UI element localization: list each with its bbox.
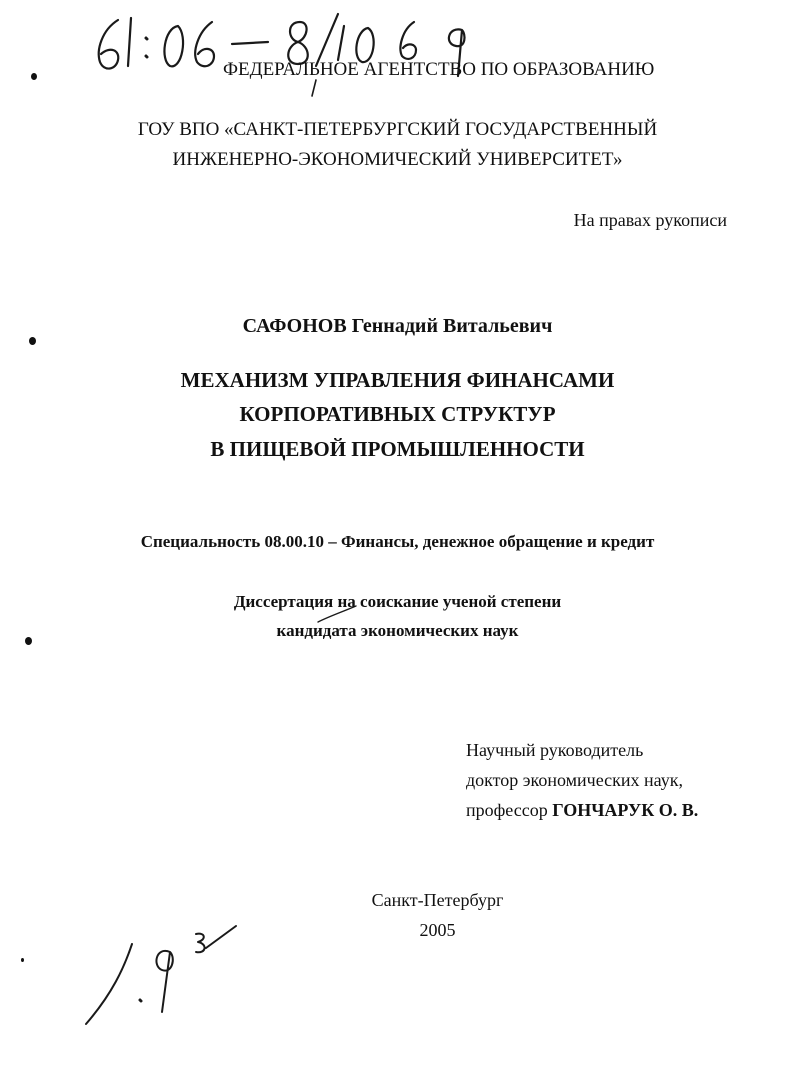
degree-line2: кандидата экономических наук [276, 621, 519, 640]
agency-name: ФЕДЕРАЛЬНОЕ АГЕНТСТВО ПО ОБРАЗОВАНИЮ [223, 59, 655, 80]
rights-note: На правах рукописи [573, 210, 727, 230]
supervisor-position: профессор [466, 800, 553, 820]
university-name-line2: ИНЖЕНЕРНО-ЭКОНОМИЧЕСКИЙ УНИВЕРСИТЕТ» [172, 149, 623, 170]
city: Санкт-Петербург [371, 890, 504, 910]
dissertation-title-line1: МЕХАНИЗМ УПРАВЛЕНИЯ ФИНАНСАМИ [180, 368, 615, 392]
specialty: Специальность 08.00.10 – Финансы, денежное обращение и кредит [140, 532, 655, 551]
scan-dot [29, 337, 36, 345]
year: 2005 [419, 920, 456, 940]
dissertation-title-line3: В ПИЩЕВОЙ ПРОМЫШЛЕННОСТИ [210, 437, 585, 461]
supervisor-name: ГОНЧАРУК О. В. [552, 800, 699, 820]
supervisor-degree: доктор экономических наук, [466, 770, 683, 790]
degree-line1: Диссертация на соискание ученой степени [233, 592, 562, 611]
scan-dot [31, 73, 37, 80]
scan-dot [21, 958, 24, 962]
supervisor-name-line [466, 798, 698, 822]
university-name-line1: ГОУ ВПО «САНКТ-ПЕТЕРБУРГСКИЙ ГОСУДАРСТВЕННЫЙ [137, 119, 658, 140]
dissertation-title-line2: КОРПОРАТИВНЫХ СТРУКТУР [239, 402, 556, 426]
supervisor-role: Научный руководитель [466, 740, 644, 760]
author-name: САФОНОВ Геннадий Витальевич [242, 315, 553, 337]
